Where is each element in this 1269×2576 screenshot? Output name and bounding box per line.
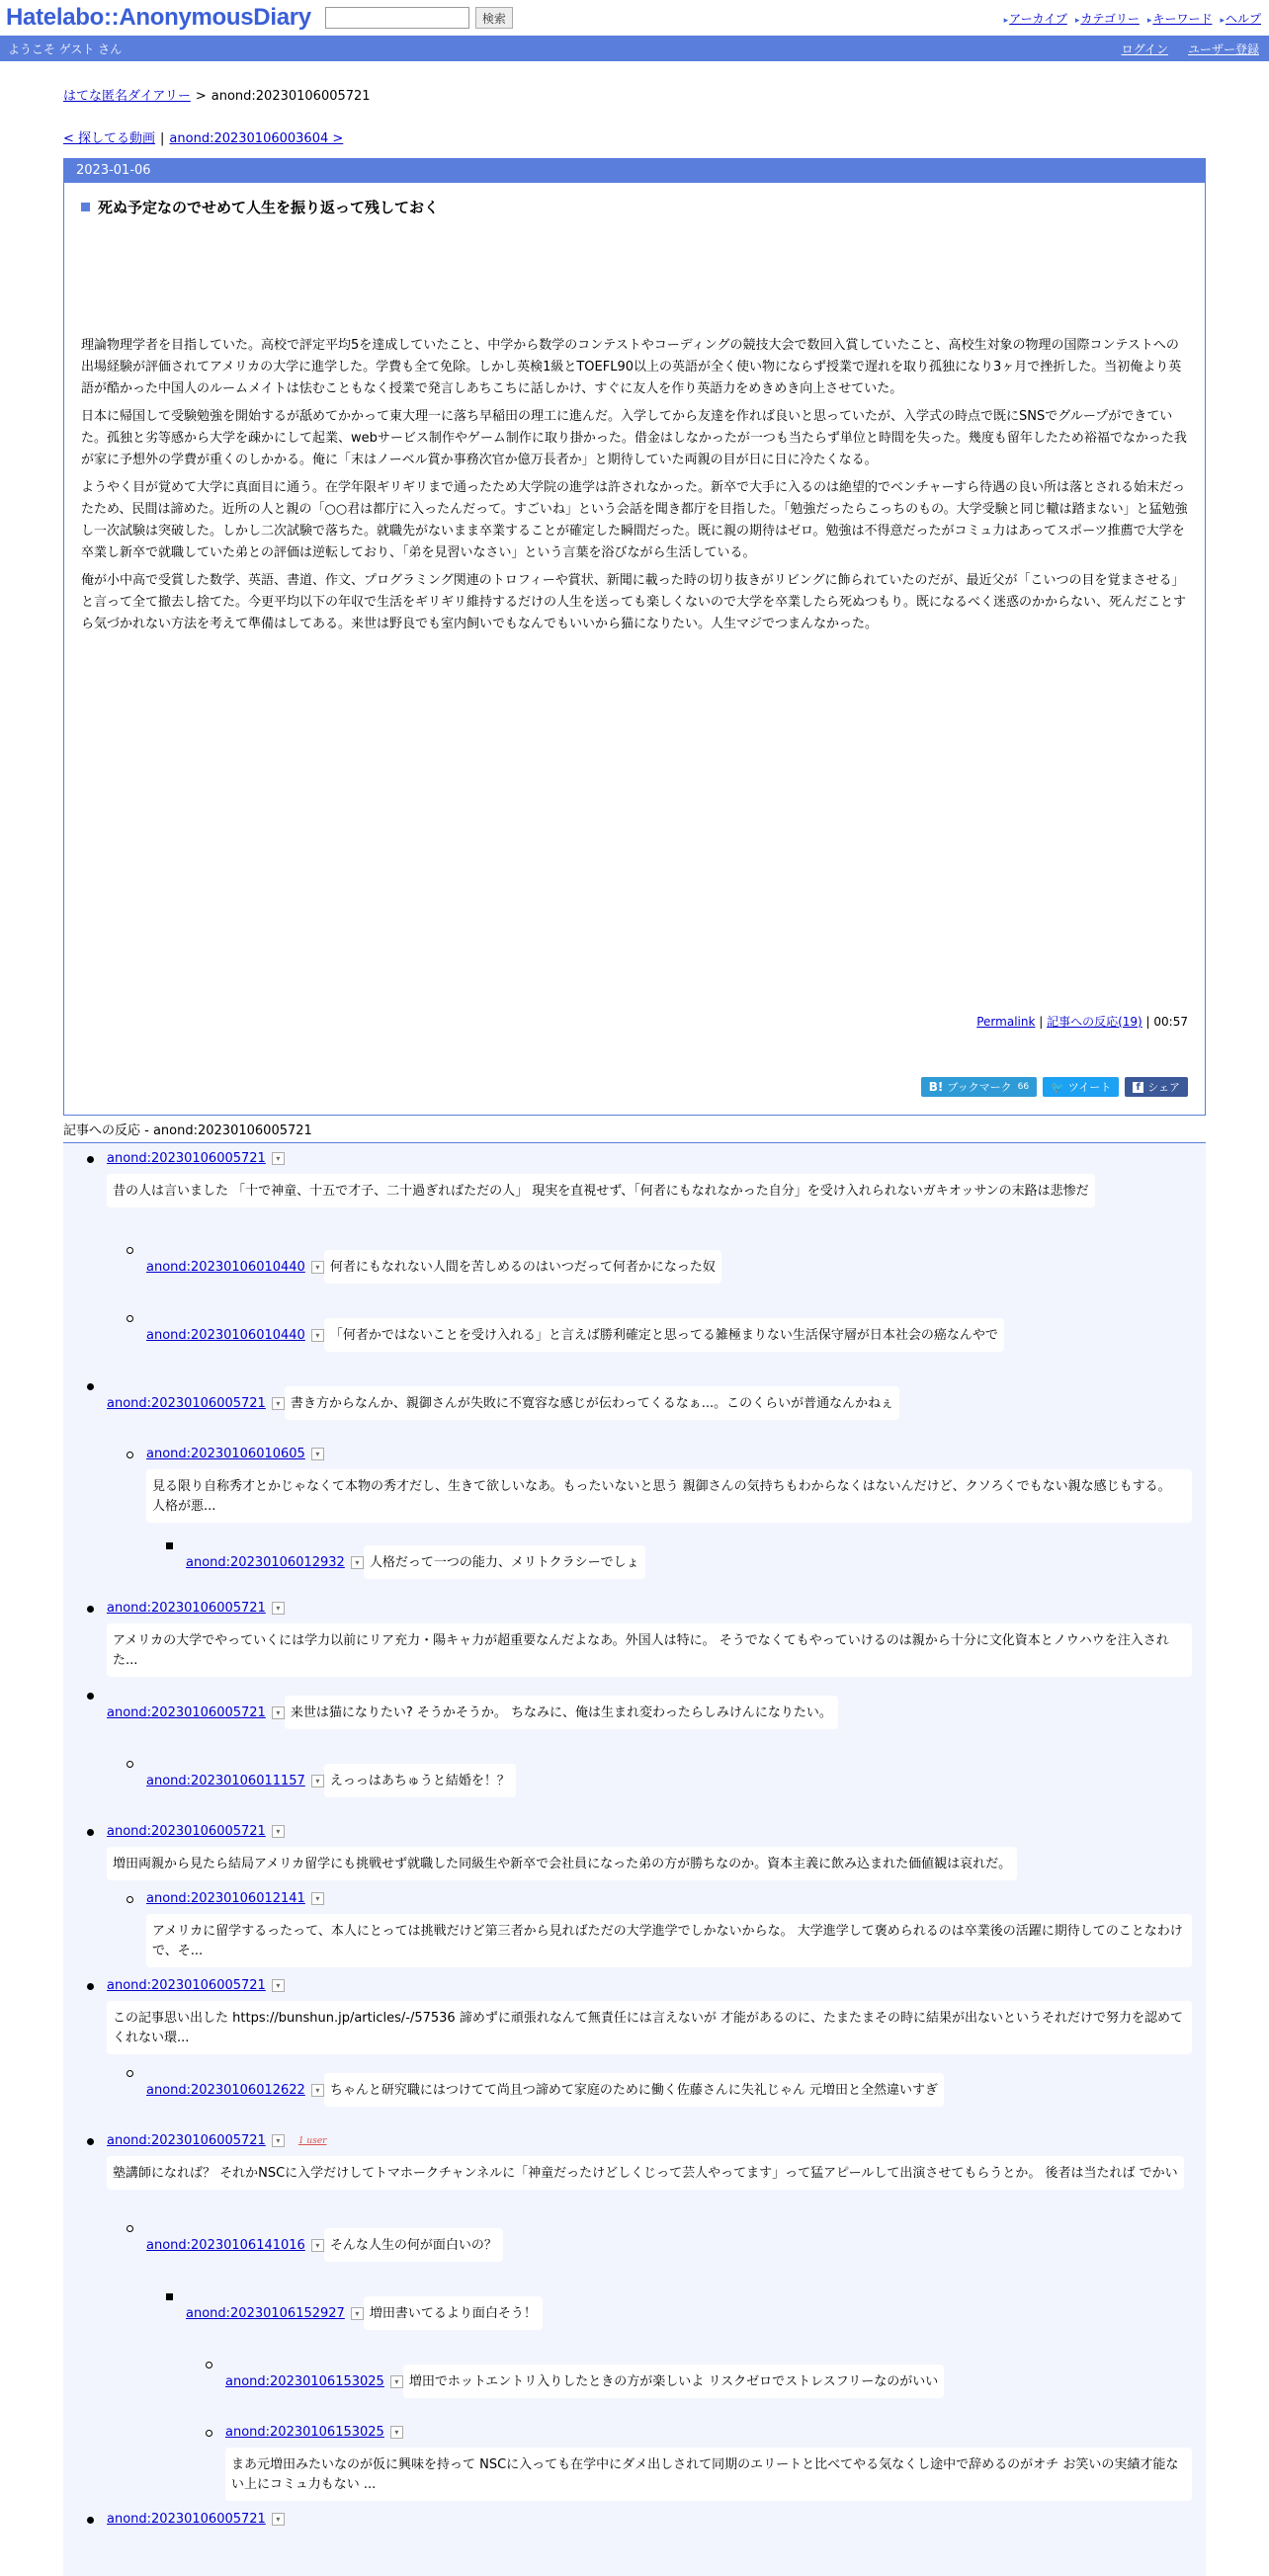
response-text: 見る限り自称秀才とかじゃなくて本物の秀才だし、生きて欲しいなあ。もったいないと思う 親御さんの気持ちもわからなくはないんだけど、クソろくでもない親な感じもする。 人格が悪... [146,1469,1192,1523]
archive-link[interactable]: アーカイブ [1009,12,1067,26]
entry-paragraph: 理論物理学者を目指していた。高校で評定平均5を達成していたこと、中学から数学のコンテストやコーディングの競技大会で数回入賞していたこと、高校生対象の物理の国際コンテストへの出場経験が評価されてアメリカの大学に進学した。学費も全て免除。しかし英検1級とTOEFL90以上の英語が全く使い物にならず授業で遅れを取り孤独になり3ヶ月で挫折した。当初俺より英語が酷かった中国人のルームメイトは怯むこともなく授業で発言しあちこちに話しかけ、すぐに友人を作り英語力をめきめき向上させていた。 [81,338,1182,396]
dropdown-icon[interactable]: ▾ [390,2426,403,2439]
responses-list [63,1143,1206,2576]
response-link-row [107,1824,285,1839]
response-link-row [146,2238,324,2253]
bullet-icon [206,2430,212,2437]
response-link-row [146,1328,324,1343]
entry-paragraph: ようやく目が覚めて大学に真面目に通う。在学年限ギリギリまで通ったため大学院の進学は許されなかった。新卒で大手に入るのは絶望的でベンチャーすら待遇の良い所は落とされる始末だったため、民間は諦めた。近所の人と親の「○○君は都庁に入ったんだって。すごいね」という会話を聞き都庁を目指した。「勉強だったらこっちのもの。大学受験と同じ轍は踏まない」と猛勉強し一次試験は突破した。しかし二次試験で落ちた。就職先がないまま卒業することが確定した瞬間だった。既に親の期待はゼロ。勉強は不得意だったがコミュ力はあってスポーツ推薦で大学を卒業し新卒で就職していた弟との評価は逆転しており、「弟を見習いなさい」という言葉を浴びながら生活している。 [81,480,1188,560]
response-text: 人格だって一つの能力、メリトクラシーでしょ [364,1545,645,1579]
response-link-row [186,2306,364,2321]
reactions-link[interactable]: 記事への反応(19) [1047,1015,1142,1029]
dropdown-icon[interactable]: ▾ [311,1329,324,1342]
top-bar [0,0,1269,36]
square-icon [81,203,90,211]
response-item [186,1537,1192,1579]
share-buttons [921,1077,1188,1097]
dropdown-icon[interactable]: ▾ [311,1448,324,1460]
entry-footer: Permalink | 記事への反応(19) | 00:57 [976,1015,1188,1029]
login-link[interactable]: ログイン [1121,42,1168,56]
bullet-icon [127,1452,133,1458]
response-link[interactable]: anond:20230106005721 [107,1396,266,1411]
responses-heading [63,1120,1206,1143]
dropdown-icon[interactable]: ▾ [311,2084,324,2097]
permalink[interactable]: Permalink [976,1015,1036,1029]
response-text: 増田書いてるより面白そう！ [364,2296,543,2330]
diary-entry [63,158,1206,1116]
bullet-icon [127,1247,133,1254]
response-link[interactable]: anond:20230106010440 [146,1260,305,1275]
dropdown-icon[interactable]: ▾ [311,1261,324,1274]
response-link[interactable]: anond:20230106005721 [107,1151,266,1166]
response-link[interactable]: anond:20230106141016 [146,2238,305,2253]
response-link-row [186,1555,364,1570]
entry-date: 2023-01-06 [64,159,1205,183]
response-link-row [146,1774,324,1788]
response-link[interactable]: anond:20230106005721 [107,2512,266,2527]
dropdown-icon[interactable]: ▾ [272,1825,285,1838]
hatena-bookmark-label: ブックマーク [947,1081,1012,1094]
bullet-icon [127,1896,133,1903]
response-text: 何者にもなれない人間を苦しめるのはいつだって何者かになった奴 [324,1250,721,1284]
entry-time: 00:57 [1153,1015,1188,1029]
response-link[interactable]: anond:20230106005721 [107,1601,266,1616]
dropdown-icon[interactable]: ▾ [272,1397,285,1410]
response-item [107,1378,1192,1420]
response-text: 増田でホットエントリ入りしたときの方が楽しいよ リスクゼロでストレスフリーなのがいい [403,2365,944,2398]
response-link[interactable]: anond:20230106152927 [186,2306,345,2321]
top-links [1004,10,1261,27]
dropdown-icon[interactable]: ▾ [311,1775,324,1787]
arrow-icon: ▸ [1074,16,1080,26]
facebook-share-label: シェア [1147,1081,1180,1094]
entry-paragraph: 日本に帰国して受験勉強を開始するが舐めてかかって東大理一に落ち早稲田の理工に進んだ。入学してから友達を作れば良いと思っていたが、入学式の時点で既にSNSでグループができていた。孤独と劣等感から大学を疎かにして起業、webサービス制作やゲーム制作に取り掛かった。借金はしなかったが一つも当たらず単位と時間を失った。幾度も留年したため裕福でなかった我が家に予想外の学費が重くのしかかる。俺に「末はノーベル賞か事務次官か億万長者か」と期待していた両親の目が日に日に冷たくなる。 [81,409,1187,467]
bullet-icon [127,1315,133,1322]
bullet-icon [127,2070,133,2077]
signup-link[interactable]: ユーザー登録 [1187,42,1259,56]
response-link[interactable]: anond:20230106005721 [107,1978,266,1993]
search-input[interactable] [325,7,469,29]
response-item [107,2133,1192,2190]
hatena-bookmark-button[interactable] [921,1077,1037,1097]
response-item [146,1242,1192,1284]
response-link[interactable]: anond:20230106005721 [107,1705,266,1720]
bullet-icon [87,1983,94,1990]
entry-title[interactable] [81,197,1188,217]
response-link-row [146,1447,324,1461]
dropdown-icon[interactable]: ▾ [351,2307,364,2320]
response-text: そんな人生の何が面白いの？ [324,2228,503,2262]
prev-next-nav [63,127,1206,146]
bullet-icon [87,1156,94,1163]
keyword-link[interactable]: キーワード [1152,12,1213,26]
dropdown-icon[interactable]: ▾ [351,1556,364,1569]
dropdown-icon[interactable]: ▾ [311,2239,324,2252]
response-item [186,2288,1192,2330]
arrow-icon: ▸ [1146,16,1152,26]
arrow-icon: ▸ [1003,16,1009,26]
response-text: この記事思い出した https://bunshun.jp/articles/-/57536 諦めずに頑張れなんて無責任には言えないが 才能があるのに、たまたまその時に結果が出ないというそれだけで努力を認めてくれない環... [107,2001,1192,2054]
bookmark-users-badge[interactable]: 1 user [297,2135,327,2146]
responses-heading-label: 記事への反応 - [63,1123,149,1138]
breadcrumb-current: anond:20230106005721 [211,89,371,104]
search-form [325,7,513,29]
tweet-button[interactable] [1043,1077,1119,1097]
response-text: 塾講師になれば？ それかNSCに入学だけしてトマホークチャンネルに「神童だったけどしくじって芸人やってます」って猛アピールして出演させてもらうとか。 後者は当たれば でかい [107,2156,1184,2190]
tweet-label: ツイート [1067,1081,1112,1094]
dropdown-icon[interactable]: ▾ [272,2513,285,2526]
response-link[interactable]: anond:20230106012141 [146,1891,305,1906]
dropdown-icon[interactable]: ▾ [390,2375,403,2388]
response-link[interactable]: anond:20230106010440 [146,1328,305,1343]
response-text: 増田両親から見たら結局アメリカ留学にも挑戦せず就職した同級生や新卒で会社員になった弟の方が勝ちなのか。資本主義に飲み込まれた価値観は哀れだ。 [107,1847,1017,1880]
response-text: アメリカに留学するったって、本人にとっては挑戦だけど第三者から見ればただの大学進学でしかないからな。 大学進学して褒められるのは卒業後の活躍に期待してのことなわけで、そ... [146,1914,1192,1967]
response-item [107,2512,1192,2527]
bullet-icon [87,1383,94,1390]
response-item [146,2065,1192,2107]
next-entry-link[interactable]: anond:20230106003604 > [169,131,344,146]
response-item [146,1310,1192,1352]
response-link-row [107,1601,285,1616]
response-link[interactable]: anond:20230106005721 [107,1824,266,1839]
response-text: まあ元増田みたいなのが仮に興味を持って NSCに入っても在学中にダメ出しされて同期のエリートと比べてやる気なくし途中で辞めるのがオチ お笑いの実績才能ない上にコミュ力もない ... [225,2448,1192,2501]
dropdown-icon[interactable]: ▾ [272,1979,285,1992]
prev-entry-link[interactable]: < 探してる動画 [63,131,156,146]
response-text: 昔の人は言いました 「十で神童、十五で才子、二十過ぎればただの人」 現実を直視せず、「何者にもなれなかった自分」を受け入れられないガキオッサンの末路は悲惨だ [107,1174,1095,1207]
response-text: 書き方からなんか、親御さんが失敗に不寛容な感じが伝わってくるなぁ...。このくらいが普通なんかねぇ [285,1386,899,1420]
response-link-row [107,1396,285,1411]
response-link-row [107,1705,285,1720]
entry-paragraph: 俺が小中高で受賞した数学、英語、書道、作文、プログラミング関連のトロフィーや賞状、新聞に載った時の切り抜きがリビングに飾られていたのだが、最近父が「こいつの目を覚まさせる」と言って全て撤去し捨てた。今更平均以下の年収で生活をギリギリ維持するだけの人生を送っても楽しくないので大学を卒業したら死ぬつもり。既になるべく迷惑のかからない、死んだことすら気づかれない方法を考えて準備はしてある。来世は野良でも室内飼いでもなんでもいいから猫になりたい。人生マジでつまんなかった。 [81,573,1187,631]
facebook-icon: f [1133,1082,1143,1093]
response-link-row [107,2512,285,2527]
breadcrumb [63,85,1206,104]
responses-section [63,1120,1206,2576]
arrow-icon: ▸ [1220,16,1225,26]
response-text: えっっはあちゅうと結婚を！？ [324,1764,516,1797]
bullet-icon [87,2138,94,2145]
dropdown-icon[interactable]: ▾ [311,1892,324,1905]
dropdown-icon[interactable]: ▾ [272,1602,285,1615]
facebook-share-button[interactable] [1125,1077,1188,1097]
response-link[interactable]: anond:20230106012932 [186,1555,345,1570]
bullet-icon [166,2293,173,2300]
bullet-icon [87,2517,94,2524]
response-link-row [107,1151,285,1166]
responses-heading-id: anond:20230106005721 [152,1123,312,1138]
bullet-icon [127,2225,133,2232]
response-link-row [146,1891,324,1906]
response-link-row [146,1260,324,1275]
dropdown-icon[interactable]: ▾ [272,1152,285,1165]
twitter-icon: 🐦 [1051,1080,1064,1094]
bullet-icon [87,1829,94,1836]
response-text: 「何者かではないことを受け入れる」と言えば勝利確定と思ってる雑極まりない生活保守層が日本社会の癌なんやで [324,1318,1004,1352]
response-link-row [146,2083,324,2098]
hatena-bookmark-icon: B! [928,1080,944,1094]
response-text: ちゃんと研究職にはつけてて尚且つ諦めて家庭のために働く佐藤さんに失礼じゃん 元増田と全然違いすぎ [324,2073,944,2107]
response-link[interactable]: anond:20230106011157 [146,1774,305,1788]
dropdown-icon[interactable]: ▾ [272,1706,285,1719]
response-text: 来世は猫になりたい? そうかそうか。 ちなみに、俺は生まれ変わったらしみけんになりたい。 [285,1696,838,1729]
response-item [107,1978,1192,2054]
dropdown-icon[interactable]: ▾ [272,2134,285,2147]
welcome-text: ようこそ ゲスト さん [8,42,123,56]
response-link[interactable]: anond:20230106010605 [146,1447,305,1461]
search-button[interactable]: 検索 [475,7,513,29]
response-link[interactable]: anond:20230106012622 [146,2083,305,2098]
response-item [107,1688,1192,1729]
response-item [146,1891,1192,1967]
entry-text [81,335,1188,635]
response-item [107,1824,1192,1880]
response-item [146,1447,1192,1523]
response-item [146,2220,1192,2262]
response-link-row [225,2425,403,2440]
help-link[interactable]: ヘルプ [1225,12,1261,26]
welcome-bar [0,36,1269,61]
response-link[interactable]: anond:20230106153025 [225,2374,384,2389]
nav-divider: | [160,131,165,146]
response-link[interactable]: anond:20230106153025 [225,2425,384,2440]
main-container [63,85,1206,2576]
bullet-icon [87,1693,94,1700]
response-link[interactable]: anond:20230106005721 [107,2133,266,2148]
response-item [107,1151,1192,1207]
entry-body [64,183,1205,1115]
site-logo[interactable]: Hatelabo::AnonymousDiary [6,4,311,31]
bullet-icon [166,1542,173,1549]
bullet-icon [87,1606,94,1613]
response-link-row [107,2133,326,2148]
bullet-icon [206,2362,212,2368]
response-item [146,1756,1192,1797]
response-item [107,1601,1192,1677]
response-link-row [107,1978,285,1993]
response-text: アメリカの大学でやっていくには学力以前にリア充力・陽キャ力が超重要なんだよなあ。外国人は特に。 そうでなくてもやっていけるのは親から十分に文化資本とノウハウを注入された... [107,1623,1192,1677]
response-link-row [225,2374,403,2389]
breadcrumb-separator: > [195,89,207,104]
response-item [225,2425,1192,2501]
response-item [225,2357,1192,2398]
category-link[interactable]: カテゴリー [1080,12,1140,26]
bullet-icon [127,1761,133,1768]
hatena-bookmark-count: 66 [1017,1082,1030,1092]
breadcrumb-root-link[interactable]: はてな匿名ダイアリー [63,89,191,104]
entry-title-text: 死ぬ予定なのでせめて人生を振り返って残しておく [98,199,440,216]
